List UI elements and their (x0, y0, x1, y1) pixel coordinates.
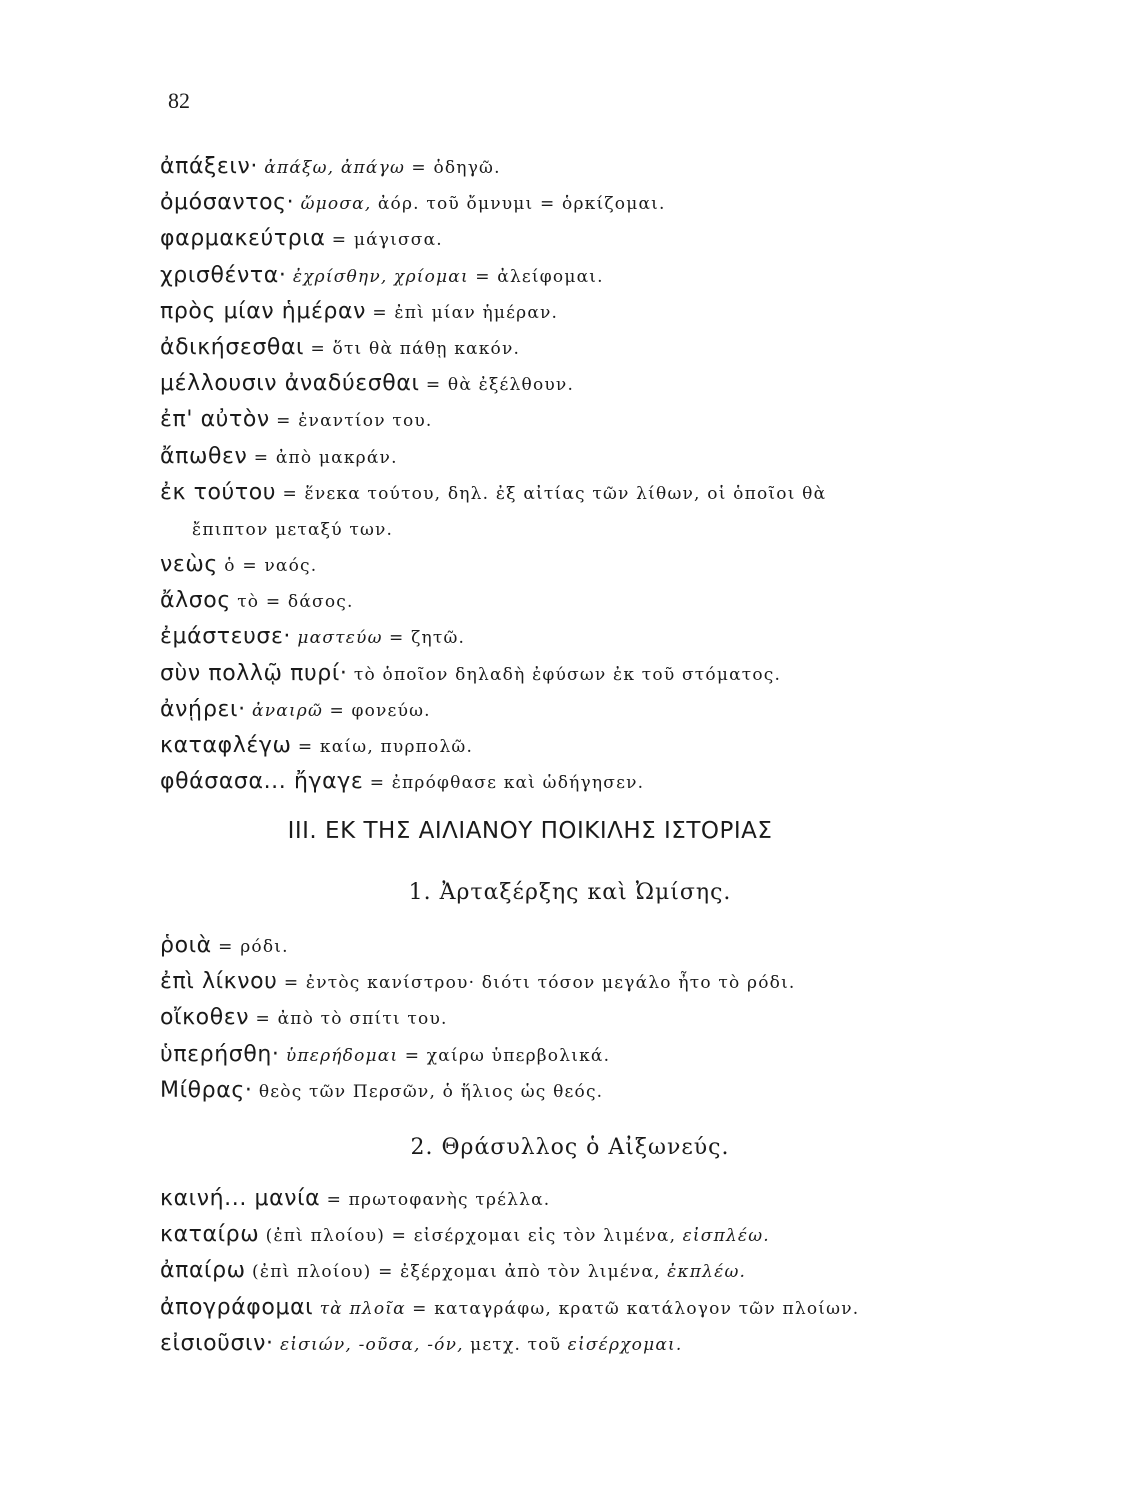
glossary-definition: τὸ ὁποῖον δηλαδὴ ἐφύσων ἐκ τοῦ στόματος. (353, 664, 782, 685)
glossary-entry (160, 438, 1040, 474)
glossary-term: ἄλσος (160, 588, 231, 614)
glossary-term: καταφλέγω (160, 733, 292, 758)
glossary-italic-form: ὑπερήδομαι (285, 1045, 399, 1066)
glossary-term: φαρμακεύτρια (160, 226, 326, 252)
glossary-term: χρισθέντα· (160, 262, 287, 288)
glossary-term: Μίθρας· (160, 1077, 253, 1103)
glossary-entry (160, 257, 1040, 293)
glossary-italic-form: εἰσιών, -οῦσα, -όν, (279, 1334, 464, 1355)
glossary-term: ῥοιὰ (160, 933, 212, 958)
glossary-term: νεὼς (160, 552, 218, 578)
glossary-term: ἀπάξειν· (160, 154, 258, 179)
glossary-term: ὑπερήσθη· (160, 1041, 280, 1067)
glossary-entry (160, 618, 1040, 654)
glossary-term: ἐπὶ λίκνου (160, 969, 278, 995)
glossary-definition: = φονεύω. (329, 700, 431, 721)
glossary-entry (160, 293, 1040, 329)
glossary-italic-tail: εἰσπλέω. (682, 1226, 770, 1247)
part-heading: III. ΕΚ ΤΗΣ ΑΙΛΙΑΝΟΥ ΠΟΙΚΙΛΗΣ ΙΣΤΟΡΙΑΣ (287, 818, 773, 844)
glossary-entry (160, 184, 1040, 220)
glossary-definition: = ἀλείφομαι. (475, 266, 604, 287)
glossary-definition: ἀόρ. τοῦ ὄμνυμι = ὁρκίζομαι. (377, 194, 666, 215)
glossary-entry (160, 1252, 1040, 1288)
glossary-term: ἄπωθεν (160, 443, 248, 469)
glossary-entry (160, 220, 1040, 256)
glossary-italic-form: ἀναιρῶ (252, 700, 324, 721)
glossary-definition: = χαίρω ὑπερβολικά. (404, 1045, 611, 1066)
glossary-entry (160, 510, 1040, 546)
glossary-term: ἀνῄρει· (160, 696, 246, 722)
glossary-definition: = μάγισσα. (331, 230, 443, 251)
glossary-entry (160, 1289, 1040, 1325)
glossary-definition: ἔπιπτον μεταξύ των. (192, 519, 394, 540)
glossary-definition: = ὁδηγῶ. (411, 158, 501, 178)
glossary-entry (160, 546, 1040, 582)
section-heading-1: 1. Ἀρταξέρξης καὶ Ὠμίσης. (408, 880, 732, 905)
glossary-term: πρὸς μίαν ἡμέραν (160, 298, 366, 324)
glossary-term: ἐμάστευσε· (160, 624, 292, 650)
page-number: 82 (168, 88, 190, 113)
glossary-entry (160, 1325, 1040, 1361)
glossary-list-3 (160, 1180, 1040, 1361)
glossary-definition: = ἐπὶ μίαν ἡμέραν. (372, 302, 559, 323)
glossary-term: ἀδικήσεσθαι (160, 334, 305, 360)
glossary-term: εἰσιοῦσιν· (160, 1330, 274, 1356)
glossary-italic-form: τὰ πλοῖα (319, 1298, 406, 1319)
glossary-entry (160, 727, 1040, 763)
glossary-entry (160, 1180, 1040, 1216)
glossary-entry (160, 691, 1040, 727)
glossary-definition: τὸ = δάσος. (237, 592, 354, 613)
glossary-definition: = πρωτοφανὴς τρέλλα. (326, 1190, 551, 1210)
glossary-definition: = ὅτι θὰ πάθῃ κακόν. (310, 338, 521, 359)
glossary-term: ἐκ τούτου (160, 479, 277, 505)
glossary-definition: = ἀπὸ μακράν. (253, 447, 398, 468)
glossary-term: ἀπογράφομαι (160, 1294, 314, 1320)
glossary-definition: = θὰ ἐξέλθουν. (425, 375, 575, 396)
glossary-definition: = καίω, πυρπολῶ. (297, 737, 474, 757)
glossary-definition: (ἐπὶ πλοίου) = ἐξέρχομαι ἀπὸ τὸν λιμένα, (252, 1262, 661, 1283)
glossary-italic-tail: ἐκπλέω. (667, 1262, 747, 1283)
glossary-definition: = ἀπὸ τὸ σπίτι του. (255, 1009, 448, 1030)
glossary-entry (160, 401, 1040, 437)
glossary-term: ἀπαίρω (160, 1258, 246, 1284)
glossary-list-1 (160, 148, 1040, 799)
glossary-entry (160, 927, 1040, 963)
glossary-term: ὀμόσαντος· (160, 190, 295, 216)
glossary-term: σὺν πολλῷ πυρί· (160, 660, 348, 686)
glossary-entry (160, 474, 1040, 510)
glossary-entry (160, 963, 1040, 999)
glossary-definition: = ρόδι. (218, 937, 289, 957)
glossary-italic-form: ἐχρίσθην, χρίομαι (292, 266, 469, 287)
glossary-entry (160, 582, 1040, 618)
glossary-definition: = καταγράφω, κρατῶ κατάλογον τῶν πλοίων. (412, 1298, 860, 1319)
glossary-term: οἴκοθεν (160, 1005, 250, 1031)
glossary-italic-form: ἀπάξω, ἀπάγω (264, 158, 406, 178)
glossary-italic-form: μαστεύω (297, 628, 383, 649)
glossary-entry (160, 763, 1040, 799)
glossary-entry (160, 1216, 1040, 1252)
glossary-term: καινή... μανία (160, 1186, 321, 1211)
glossary-term: μέλλουσιν ἀναδύεσθαι (160, 371, 420, 397)
section-heading-2: 2. Θράσυλλος ὁ Αἰξωνεύς. (410, 1135, 730, 1160)
glossary-term: ἐπ' αὐτὸν (160, 407, 270, 433)
glossary-definition: ὁ = ναός. (224, 556, 318, 577)
glossary-entry (160, 1072, 1040, 1108)
glossary-definition: θεὸς τῶν Περσῶν, ὁ ἥλιος ὡς θεός. (258, 1081, 604, 1102)
glossary-entry (160, 655, 1040, 691)
glossary-term: φθάσασα... ἤγαγε (160, 769, 364, 795)
glossary-entry (160, 999, 1040, 1035)
glossary-definition: = ἕνεκα τούτου, δηλ. ἐξ αἰτίας τῶν λίθων, οἱ ὁποῖοι θὰ (282, 483, 827, 504)
glossary-definition: = ἐπρόφθασε καὶ ὡδήγησεν. (369, 773, 645, 794)
glossary-entry (160, 148, 1040, 184)
glossary-entry (160, 329, 1040, 365)
glossary-list-2 (160, 927, 1040, 1108)
glossary-entry (160, 365, 1040, 401)
glossary-italic-tail: εἰσέρχομαι. (567, 1334, 683, 1355)
glossary-term: καταίρω (160, 1222, 260, 1248)
glossary-entry (160, 1036, 1040, 1072)
glossary-definition: = ζητῶ. (389, 628, 466, 649)
glossary-definition: = ἐντὸς κανίστρου· διότι τόσον μεγάλο ἦτο τὸ ρόδι. (283, 973, 796, 994)
glossary-definition: μετχ. τοῦ (470, 1334, 562, 1355)
glossary-italic-form: ὤμοσα, (300, 194, 372, 215)
glossary-definition: (ἐπὶ πλοίου) = εἰσέρχομαι εἰς τὸν λιμένα, (265, 1226, 677, 1247)
glossary-definition: = ἐναντίον του. (276, 411, 433, 432)
